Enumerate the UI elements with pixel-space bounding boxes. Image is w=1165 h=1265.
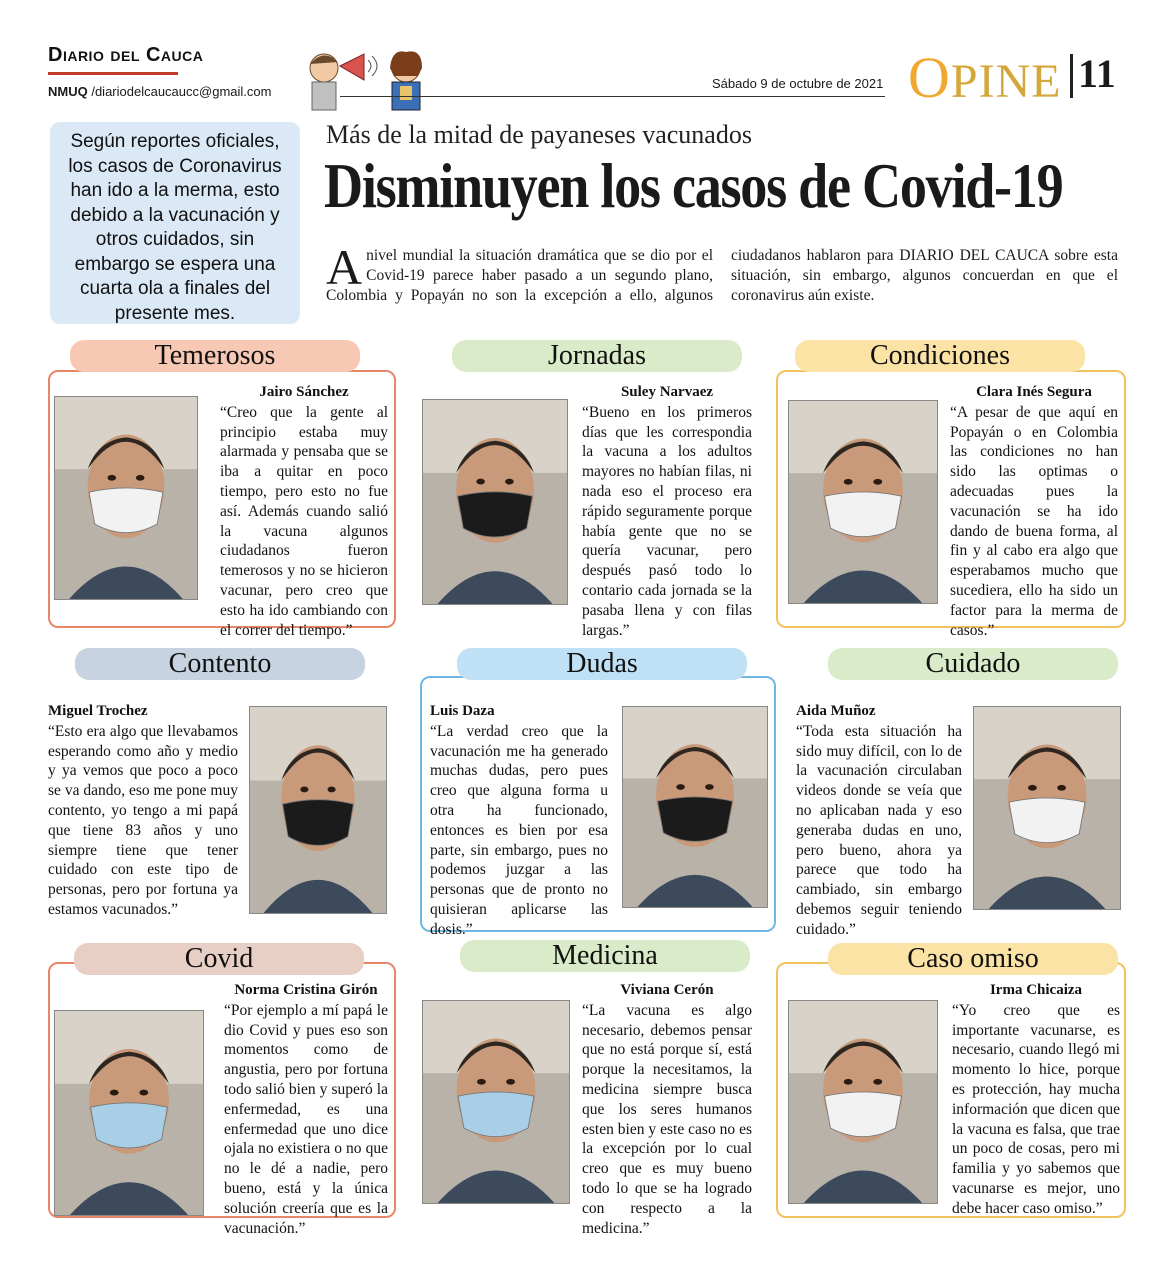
issue-date: Sábado 9 de octubre de 2021 [712,76,884,91]
portrait-photo-medicina [422,1000,570,1204]
testimonial-quote-temerosos [220,383,388,640]
quote-text: “A pesar de que aquí en Popayán o en Colombia las condiciones no han sido las optimas o adecuadas pues la vacunación se ha ido dando de buena forma, al fin y al cabo era algo que esperabamos mucho que sucediera, ello ha sido un factor para la merma de casos.” [950,403,1118,639]
speaker-name: Irma Chicaiza [989,982,1083,998]
section-logo: OPINE [908,45,1062,110]
testimonial-quote-dudas [430,702,608,940]
quote-text: “Por ejemplo a mí papá le dio Covid y pues eso son momentos como de angustia, pero por fortuna todo salió bien y superó la enfermedad, es una enfermedad que uno dice ojala no existiera o no que no le dé a nadie, pero bueno, está y la única solución creería que es la vacunación.” [224,1001,388,1237]
byline [48,84,271,99]
byline-email: /diariodelcaucaucc@gmail.com [91,84,272,99]
speaker-name: Norma Cristina Girón [234,982,378,998]
testimonial-quote-condiciones [950,383,1118,640]
quote-text: “La verdad creo que la vacunación me ha generado muchas dudas, pero pues creo que alguna forma u otra ha funcionado, entonces es bien por esa parte, sin embargo, pues no podemos juzgar a las personas que de pronto no quisieran aplicarse las dosis.” [430,722,608,938]
header-separator [1070,54,1073,98]
quote-text: “Toda esta situación ha sido muy difícil, con lo de la vacunación circulaban videos donde se veía que no aplicaban nada y eso generaba dudas en uno, pero bueno, ahora ya parece que todo ha cambiado, sin embargo debemos seguir teniendo cuidado.” [796,722,962,938]
topic-heading-cuidado: Cuidado [828,648,1118,680]
byline-tag: NMUQ [48,84,88,99]
topic-heading-dudas: Dudas [457,648,747,680]
testimonial-quote-medicina [582,981,752,1238]
topic-heading-caso-omiso: Caso omiso [828,943,1118,975]
section-logo-rest: PINE [950,55,1062,108]
lead-summary-box: Según reportes oficiales, los casos de Coronavirus han ido a la merma, esto debido a la vacunación y otros cuidados, sin embargo se espera una cuarta ola a finales del presente mes. [50,122,300,324]
topic-heading-temerosos: Temerosos [70,340,360,372]
topic-heading-jornadas: Jornadas [452,340,742,372]
testimonial-quote-caso-omiso [952,981,1120,1219]
portrait-photo-caso-omiso [788,1000,938,1204]
speaker-name: Aida Muñoz [796,703,876,719]
topic-heading-medicina: Medicina [460,940,750,972]
portrait-photo-contento [249,706,387,914]
speaker-name: Viviana Cerón [620,982,714,998]
speaker-name: Suley Narvaez [620,384,714,400]
speaker-name: Clara Inés Segura [976,384,1092,400]
brand-underline [48,72,178,75]
quote-text: “La vacuna es algo necesario, debemos pensar que no está porque sí, está porque la necesitamos, la medicina siempre busca que los seres humanos esten bien y este caso no es la excepción por lo cual creo que es muy bueno todo lo que se ha logrado con respecto a la medicina.” [582,1001,752,1237]
speaker-name: Jairo Sánchez [259,384,349,400]
quote-text: “Bueno en los primeros días que les correspondia la vacuna a los adultos mayores no habían filas, ni nada eso el proceso era rápido seguramente porque había gente que no se quería vacunar, pero después pasó todo lo contario cada jornada se la pasaba llena y con filas largas.” [582,403,752,639]
quote-text: “Esto era algo que llevabamos esperando como año y medio y ya vemos que poco a poco se va dando, eso me pone muy contento, yo tengo a mi papá que tiene 83 años y uno siempre tiene que tener cuidado con este tipo de personas, pero por fortuna ya estamos vacunados.” [48,722,238,918]
article-intro [326,239,1118,306]
topic-heading-contento: Contento [75,648,365,680]
testimonial-quote-jornadas [582,383,752,640]
testimonial-quote-covid [224,981,388,1238]
portrait-photo-dudas [622,706,768,908]
portrait-photo-temerosos [54,396,198,600]
article-headline: Disminuyen los casos de Covid-19 [324,151,1063,221]
newspaper-brand: Diario del Cauca [48,44,204,66]
page-number: 11 [1078,51,1116,96]
portrait-photo-cuidado [973,706,1121,910]
header-rule [340,96,885,97]
speaker-name: Miguel Trochez [48,703,148,719]
portrait-photo-covid [54,1010,204,1216]
speaker-name: Luis Daza [430,703,495,719]
article-kicker: Más de la mitad de payaneses vacunados [326,120,752,149]
intro-text: nivel mundial la situación dramática que se dio por el Covid-19 parece haber pasado a un segundo plano, Colombia y Popayán no son la excepción a ello, algunos ciudadanos hablaron para DIARIO DEL CAUCA sobre esta situación, sin embargo, algunos concuerdan en que el coronavirus aún existe. [326,247,1118,304]
mascot-illustration [298,46,438,112]
quote-text: “Yo creo que es importante vacunarse, es necesario, cuando llegó mi momento lo hice, porque es protección, hay mucha información que dicen que la vacuna es falsa, que trae un poco de cosas, pero mi familia y yo sabemos que vacunarse es mejor, uno debe hacer caso omiso.” [952,1001,1120,1217]
topic-heading-covid: Covid [74,943,364,975]
testimonial-quote-cuidado [796,702,962,940]
testimonial-quote-contento [48,702,238,920]
portrait-photo-jornadas [422,399,568,605]
portrait-photo-condiciones [788,400,938,604]
topic-heading-condiciones: Condiciones [795,340,1085,372]
quote-text: “Creo que la gente al principio estaba muy alarmada y pensaba que se iba a quitar en poco tiempo, pero esto no fue así. Además cuando salió la vacuna algunos ciudadanos fueron temerosos y no se hicieron vacunar, pero creo que esto ha ido cambiando con el correr del tiempo.” [220,403,388,639]
drop-cap: A [326,239,363,295]
